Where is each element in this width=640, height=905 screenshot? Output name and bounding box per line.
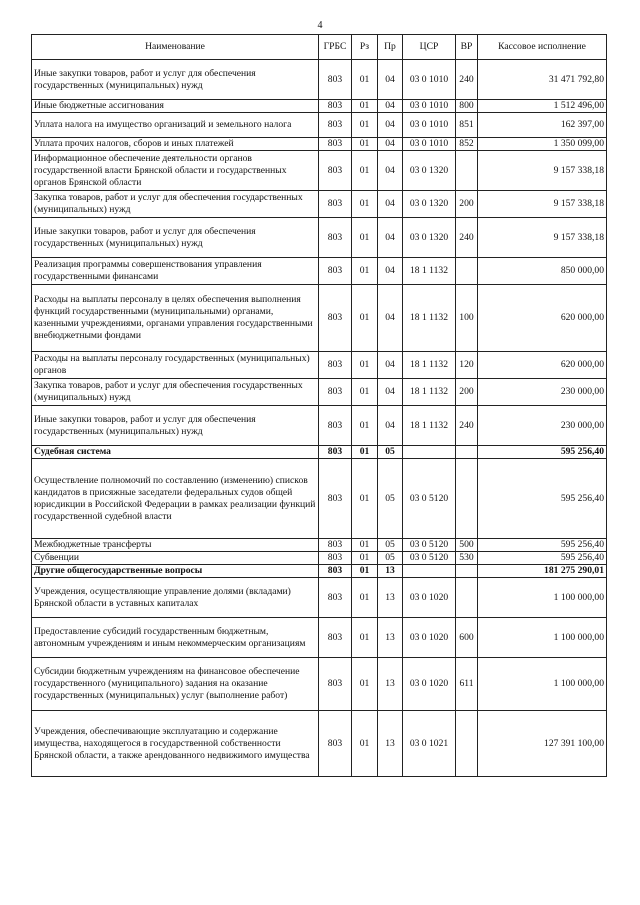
cell-vr: 600: [456, 618, 478, 658]
table-header-row: [32, 35, 607, 60]
cell-csr: [403, 446, 456, 459]
cell-grbs: 803: [319, 711, 352, 777]
cell-amount: 230 000,00: [478, 379, 607, 406]
cell-vr: [456, 578, 478, 618]
cell-vr: [456, 565, 478, 578]
cell-pr: 04: [378, 138, 403, 151]
cell-pr: 05: [378, 459, 403, 539]
cell-grbs: 803: [319, 578, 352, 618]
cell-csr: 03 0 1320: [403, 218, 456, 258]
cell-grbs: 803: [319, 218, 352, 258]
cell-amount: 595 256,40: [478, 539, 607, 552]
cell-grbs: 803: [319, 191, 352, 218]
table-row: [32, 379, 607, 406]
cell-grbs: 803: [319, 151, 352, 191]
cell-rz: 01: [352, 60, 378, 100]
cell-csr: 03 0 1010: [403, 138, 456, 151]
table-row: [32, 113, 607, 138]
cell-name: Расходы на выплаты персоналу государственных (муниципальных) органов: [32, 352, 319, 379]
cell-pr: 13: [378, 618, 403, 658]
table-row: [32, 100, 607, 113]
cell-amount: 9 157 338,18: [478, 218, 607, 258]
cell-name: Другие общегосударственные вопросы: [32, 565, 319, 578]
cell-rz: 01: [352, 113, 378, 138]
cell-pr: 04: [378, 285, 403, 352]
cell-rz: 01: [352, 552, 378, 565]
cell-name: Иные закупки товаров, работ и услуг для обеспечения государственных (муниципальных) нужд: [32, 60, 319, 100]
cell-csr: 03 0 1320: [403, 151, 456, 191]
cell-grbs: 803: [319, 618, 352, 658]
cell-csr: 18 1 1132: [403, 379, 456, 406]
cell-name: Расходы на выплаты персоналу в целях обеспечения выполнения функций государственными (муниципальными) органами, казенными учреждениями, органами управления государственными внебюджетными фондами: [32, 285, 319, 352]
table-row: [32, 578, 607, 618]
cell-csr: 18 1 1132: [403, 285, 456, 352]
cell-csr: 03 0 1010: [403, 60, 456, 100]
cell-rz: 01: [352, 711, 378, 777]
cell-pr: 04: [378, 100, 403, 113]
cell-name: Учреждения, обеспечивающие эксплуатацию и содержание имущества, находящегося в государственной собственности Брянской области, а также арендованного недвижимого имущества: [32, 711, 319, 777]
cell-pr: 04: [378, 258, 403, 285]
cell-pr: 04: [378, 151, 403, 191]
cell-rz: 01: [352, 191, 378, 218]
cell-pr: 05: [378, 446, 403, 459]
cell-name: Иные бюджетные ассигнования: [32, 100, 319, 113]
cell-pr: 04: [378, 218, 403, 258]
table-row: [32, 618, 607, 658]
cell-vr: 200: [456, 191, 478, 218]
cell-pr: 04: [378, 352, 403, 379]
cell-name: Уплата налога на имущество организаций и земельного налога: [32, 113, 319, 138]
cell-name: Информационное обеспечение деятельности органов государственной власти Брянской области и государственных органов Брянской области: [32, 151, 319, 191]
cell-pr: 04: [378, 113, 403, 138]
cell-vr: 240: [456, 60, 478, 100]
table-row: [32, 565, 607, 578]
cell-amount: 162 397,00: [478, 113, 607, 138]
cell-csr: 03 0 1020: [403, 618, 456, 658]
header-vr: ВР: [456, 35, 478, 60]
cell-rz: 01: [352, 258, 378, 285]
cell-csr: 03 0 1021: [403, 711, 456, 777]
cell-grbs: 803: [319, 60, 352, 100]
cell-amount: 1 100 000,00: [478, 578, 607, 618]
cell-csr: 18 1 1132: [403, 406, 456, 446]
cell-amount: 1 100 000,00: [478, 618, 607, 658]
cell-name: Межбюджетные трансферты: [32, 539, 319, 552]
cell-grbs: 803: [319, 100, 352, 113]
cell-amount: 1 350 099,00: [478, 138, 607, 151]
cell-grbs: 803: [319, 552, 352, 565]
table-row: [32, 285, 607, 352]
cell-pr: 04: [378, 60, 403, 100]
cell-pr: 05: [378, 539, 403, 552]
cell-name: Иные закупки товаров, работ и услуг для обеспечения государственных (муниципальных) нужд: [32, 218, 319, 258]
cell-vr: 200: [456, 379, 478, 406]
cell-amount: 181 275 290,01: [478, 565, 607, 578]
cell-grbs: 803: [319, 352, 352, 379]
cell-name: Предоставление субсидий государственным бюджетным, автономным учреждениям и иным некоммерческим организациям: [32, 618, 319, 658]
cell-grbs: 803: [319, 459, 352, 539]
cell-name: Субвенции: [32, 552, 319, 565]
table-row: [32, 218, 607, 258]
table-row: [32, 539, 607, 552]
cell-name: Закупка товаров, работ и услуг для обеспечения государственных (муниципальных) нужд: [32, 191, 319, 218]
cell-vr: [456, 711, 478, 777]
cell-vr: 852: [456, 138, 478, 151]
cell-rz: 01: [352, 151, 378, 191]
cell-csr: 03 0 5120: [403, 459, 456, 539]
cell-rz: 01: [352, 352, 378, 379]
cell-grbs: 803: [319, 379, 352, 406]
cell-amount: 9 157 338,18: [478, 191, 607, 218]
table-row: [32, 151, 607, 191]
cell-csr: 03 0 5120: [403, 552, 456, 565]
cell-pr: 13: [378, 658, 403, 711]
table-row: [32, 552, 607, 565]
cell-rz: 01: [352, 406, 378, 446]
table-row: [32, 191, 607, 218]
cell-vr: 851: [456, 113, 478, 138]
cell-vr: 611: [456, 658, 478, 711]
cell-csr: 18 1 1132: [403, 352, 456, 379]
cell-rz: 01: [352, 285, 378, 352]
header-pr: Пр: [378, 35, 403, 60]
cell-rz: 01: [352, 379, 378, 406]
cell-rz: 01: [352, 459, 378, 539]
cell-grbs: 803: [319, 658, 352, 711]
cell-amount: 595 256,40: [478, 446, 607, 459]
cell-grbs: 803: [319, 113, 352, 138]
cell-name: Закупка товаров, работ и услуг для обеспечения государственных (муниципальных) нужд: [32, 379, 319, 406]
cell-rz: 01: [352, 565, 378, 578]
cell-amount: 1 512 496,00: [478, 100, 607, 113]
cell-amount: 127 391 100,00: [478, 711, 607, 777]
cell-vr: [456, 258, 478, 285]
cell-pr: 04: [378, 406, 403, 446]
cell-name: Учреждения, осуществляющие управление долями (вкладами) Брянской области в уставных капиталах: [32, 578, 319, 618]
cell-pr: 13: [378, 711, 403, 777]
cell-rz: 01: [352, 138, 378, 151]
cell-pr: 13: [378, 578, 403, 618]
cell-vr: 500: [456, 539, 478, 552]
cell-csr: 03 0 1020: [403, 658, 456, 711]
cell-csr: 18 1 1132: [403, 258, 456, 285]
cell-csr: 03 0 5120: [403, 539, 456, 552]
cell-grbs: 803: [319, 285, 352, 352]
cell-amount: 31 471 792,80: [478, 60, 607, 100]
cell-pr: 13: [378, 565, 403, 578]
header-name: Наименование: [32, 35, 319, 60]
table-row: [32, 459, 607, 539]
table-row: [32, 258, 607, 285]
cell-vr: 240: [456, 406, 478, 446]
cell-pr: 05: [378, 552, 403, 565]
table-row: [32, 60, 607, 100]
header-amount: Кассовое исполнение: [478, 35, 607, 60]
cell-amount: 595 256,40: [478, 459, 607, 539]
cell-vr: 120: [456, 352, 478, 379]
cell-rz: 01: [352, 100, 378, 113]
table-row: [32, 406, 607, 446]
cell-csr: [403, 565, 456, 578]
cell-csr: 03 0 1010: [403, 100, 456, 113]
header-csr: ЦСР: [403, 35, 456, 60]
cell-amount: 595 256,40: [478, 552, 607, 565]
cell-amount: 230 000,00: [478, 406, 607, 446]
cell-name: Судебная система: [32, 446, 319, 459]
cell-name: Реализация программы совершенствования управления государственными финансами: [32, 258, 319, 285]
header-grbs: ГРБС: [319, 35, 352, 60]
cell-vr: [456, 446, 478, 459]
cell-vr: [456, 151, 478, 191]
cell-grbs: 803: [319, 258, 352, 285]
cell-amount: 1 100 000,00: [478, 658, 607, 711]
cell-rz: 01: [352, 446, 378, 459]
cell-rz: 01: [352, 539, 378, 552]
cell-grbs: 803: [319, 539, 352, 552]
budget-table: [31, 34, 607, 777]
cell-vr: [456, 459, 478, 539]
cell-amount: 620 000,00: [478, 285, 607, 352]
cell-csr: 03 0 1320: [403, 191, 456, 218]
cell-csr: 03 0 1010: [403, 113, 456, 138]
cell-pr: 04: [378, 191, 403, 218]
cell-grbs: 803: [319, 138, 352, 151]
cell-name: Осуществление полномочий по составлению (изменению) списков кандидатов в присяжные заседатели федеральных судов общей юрисдикции в Российской Федерации в рамках реализации функций государственной судебной власти: [32, 459, 319, 539]
cell-rz: 01: [352, 658, 378, 711]
table-row: [32, 138, 607, 151]
cell-grbs: 803: [319, 565, 352, 578]
cell-amount: 850 000,00: [478, 258, 607, 285]
cell-vr: 800: [456, 100, 478, 113]
cell-csr: 03 0 1020: [403, 578, 456, 618]
cell-grbs: 803: [319, 446, 352, 459]
cell-vr: 100: [456, 285, 478, 352]
table-row: [32, 352, 607, 379]
cell-amount: 620 000,00: [478, 352, 607, 379]
cell-grbs: 803: [319, 406, 352, 446]
cell-name: Иные закупки товаров, работ и услуг для обеспечения государственных (муниципальных) нужд: [32, 406, 319, 446]
cell-rz: 01: [352, 618, 378, 658]
cell-rz: 01: [352, 578, 378, 618]
table-row: [32, 711, 607, 777]
cell-amount: 9 157 338,18: [478, 151, 607, 191]
cell-name: Субсидии бюджетным учреждениям на финансовое обеспечение государственного (муниципального) задания на оказание государственных (муниципальных) услуг (выполнение работ): [32, 658, 319, 711]
header-rz: Рз: [352, 35, 378, 60]
cell-name: Уплата прочих налогов, сборов и иных платежей: [32, 138, 319, 151]
cell-vr: 240: [456, 218, 478, 258]
page-number: 4: [317, 20, 323, 31]
cell-rz: 01: [352, 218, 378, 258]
cell-pr: 04: [378, 379, 403, 406]
table-row: [32, 658, 607, 711]
cell-vr: 530: [456, 552, 478, 565]
table-row: [32, 446, 607, 459]
